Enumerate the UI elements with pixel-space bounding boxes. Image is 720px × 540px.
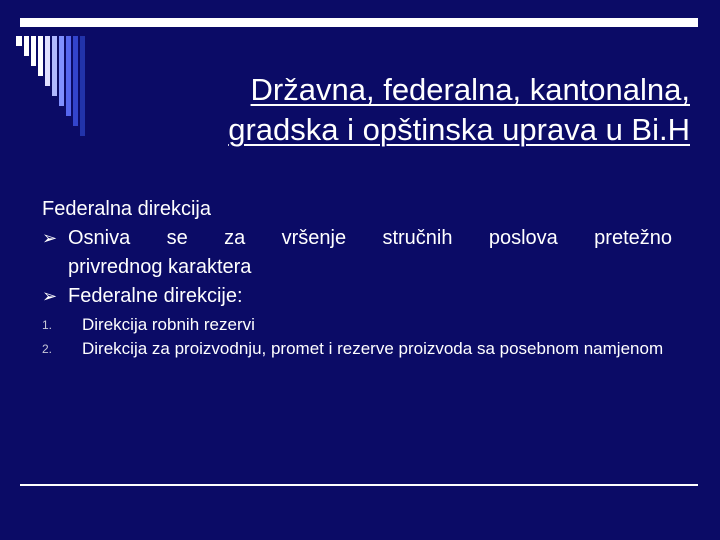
item-text: Direkcija za proizvodnju, promet i rezerve proizvoda sa posebnom namjenom bbox=[82, 339, 664, 358]
item-number: 1. bbox=[42, 318, 53, 332]
title-line-1: Državna, federalna, kantonalna, bbox=[250, 72, 690, 107]
title-line-2: gradska i opštinska uprava u Bi.H bbox=[228, 112, 690, 147]
bullet-text-line-2: privrednog karaktera bbox=[68, 256, 252, 278]
arrow-bullet-icon: ➢ bbox=[42, 228, 58, 248]
section-heading: Federalna direkcija bbox=[42, 198, 211, 220]
decorative-stripes-icon bbox=[0, 0, 140, 140]
bullet-text: Federalne direkcije: bbox=[68, 285, 243, 307]
item-number: 2. bbox=[42, 342, 53, 356]
item-text: Direkcija robnih rezervi bbox=[82, 315, 255, 334]
slide-body bbox=[42, 195, 672, 361]
arrow-bullet-icon: ➢ bbox=[42, 286, 58, 306]
slide-title bbox=[130, 70, 690, 150]
numbered-item bbox=[42, 337, 672, 361]
numbered-list bbox=[42, 313, 672, 361]
bullet-item bbox=[42, 282, 672, 311]
bottom-decorative-rule bbox=[20, 484, 698, 486]
numbered-item bbox=[42, 313, 672, 337]
bullet-text-line-1: Osniva se za vršenje stručnih poslova pretežno bbox=[68, 227, 672, 249]
bullet-item bbox=[42, 224, 672, 282]
